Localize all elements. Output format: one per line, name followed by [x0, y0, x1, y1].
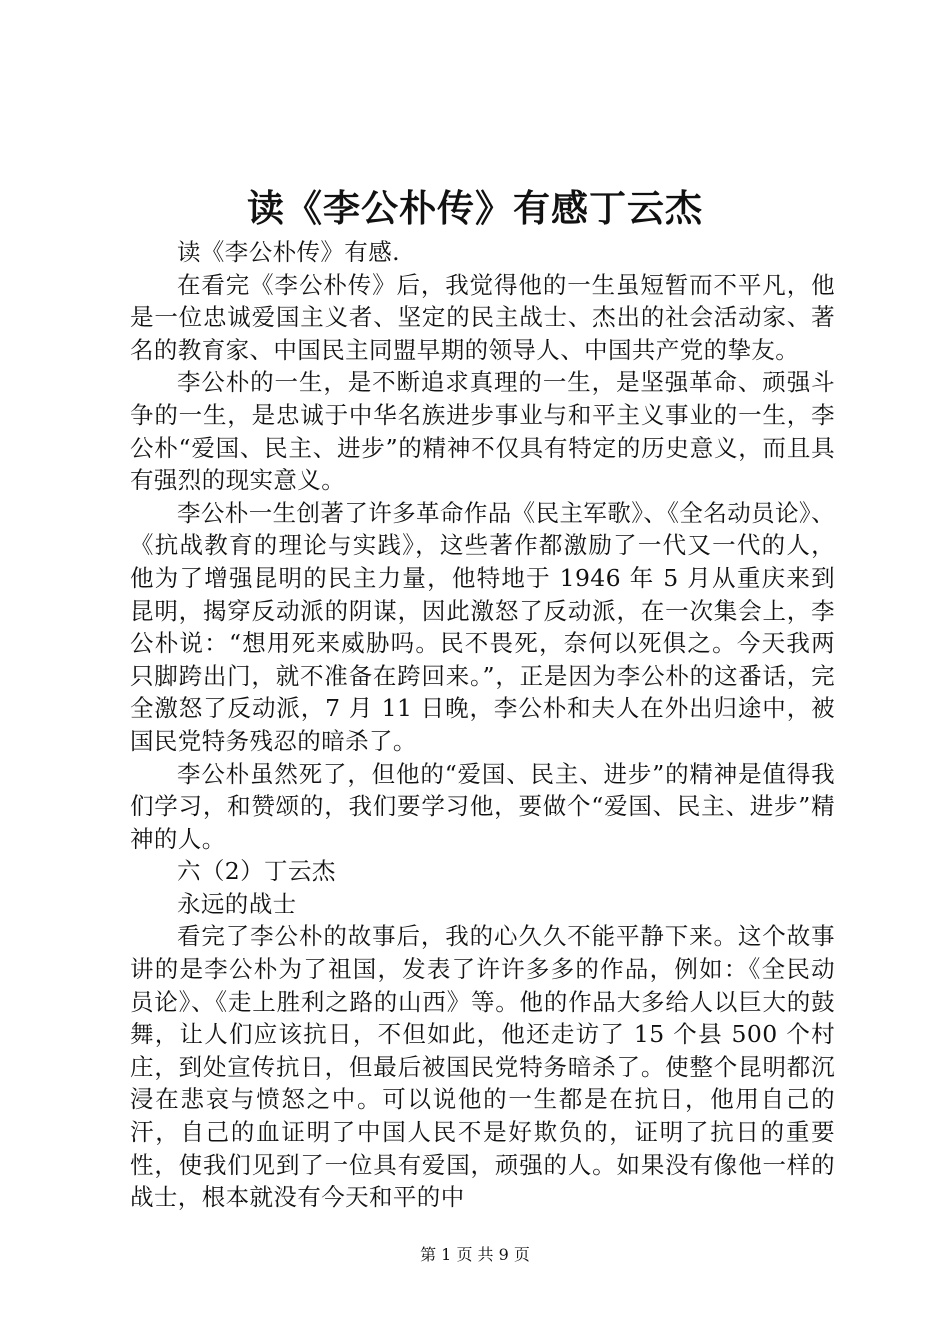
paragraph-heading: 读《李公朴传》有感.	[177, 238, 400, 266]
paragraph: 李公朴的一生，是不断追求真理的一生，是坚强革命、顽强斗争的一生，是忠诚于中华名族进步事业与和平主义事业的一生，李公朴“爱国、民主、进步”的精神不仅具有特定的历史意义，而且具有强烈的现实意义。	[130, 368, 835, 495]
document-body	[130, 236, 835, 1214]
paragraph: 看完了李公朴的故事后，我的心久久不能平静下来。这个故事讲的是李公朴为了祖国，发表了许许多多的作品，例如：《全民动员论》、《走上胜利之路的山西》等。他的作品大多给人以巨大的鼓舞，让人们应该抗日，不但如此，他还走访了 15 个县 500 个村庄，到处宣传抗日，但最后被国民党特务暗杀了。使整个昆明都沉浸在悲哀与愤怒之中。可以说他的一生都是在抗日，他用自己的汗，自己的血证明了中国人民不是好欺负的，证明了抗日的重要性，使我们见到了一位具有爱国，顽强的人。如果没有像他一样的战士，根本就没有今天和平的中	[130, 922, 835, 1212]
page-number-footer: 第 1 页 共 9 页	[420, 1245, 530, 1264]
author-line: 六（2）丁云杰	[177, 857, 336, 886]
section-title: 永远的战士	[177, 889, 297, 918]
paragraph: 李公朴虽然死了，但他的“爱国、民主、进步”的精神是值得我们学习，和赞颂的，我们要学习他，要做个“爱国、民主、进步”精神的人。	[130, 759, 835, 853]
paragraph: 李公朴一生创著了许多革命作品《民主军歌》、《全名动员论》、《抗战教育的理论与实践》，这些著作都激励了一代又一代的人，他为了增强昆明的民主力量，他特地于 1946 年 5 月从重庆来到昆明，揭穿反动派的阴谋，因此激怒了反动派，在一次集会上，李公朴说：“想用死来威胁吗。民不畏死，奈何以死俱之。今天我两只脚跨出门，就不准备在跨回来。”，正是因为李公朴的这番话，完全激怒了反动派，7 月 11 日晚，李公朴和夫人在外出归途中，被国民党特务残忍的暗杀了。	[130, 498, 835, 755]
paragraph: 在看完《李公朴传》后，我觉得他的一生虽短暂而不平凡，他是一位忠诚爱国主义者、坚定的民主战士、杰出的社会活动家、著名的教育家、中国民主同盟早期的领导人、中国共产党的挚友。	[130, 270, 835, 364]
document-title: 读《李公朴传》有感丁云杰	[247, 186, 703, 230]
